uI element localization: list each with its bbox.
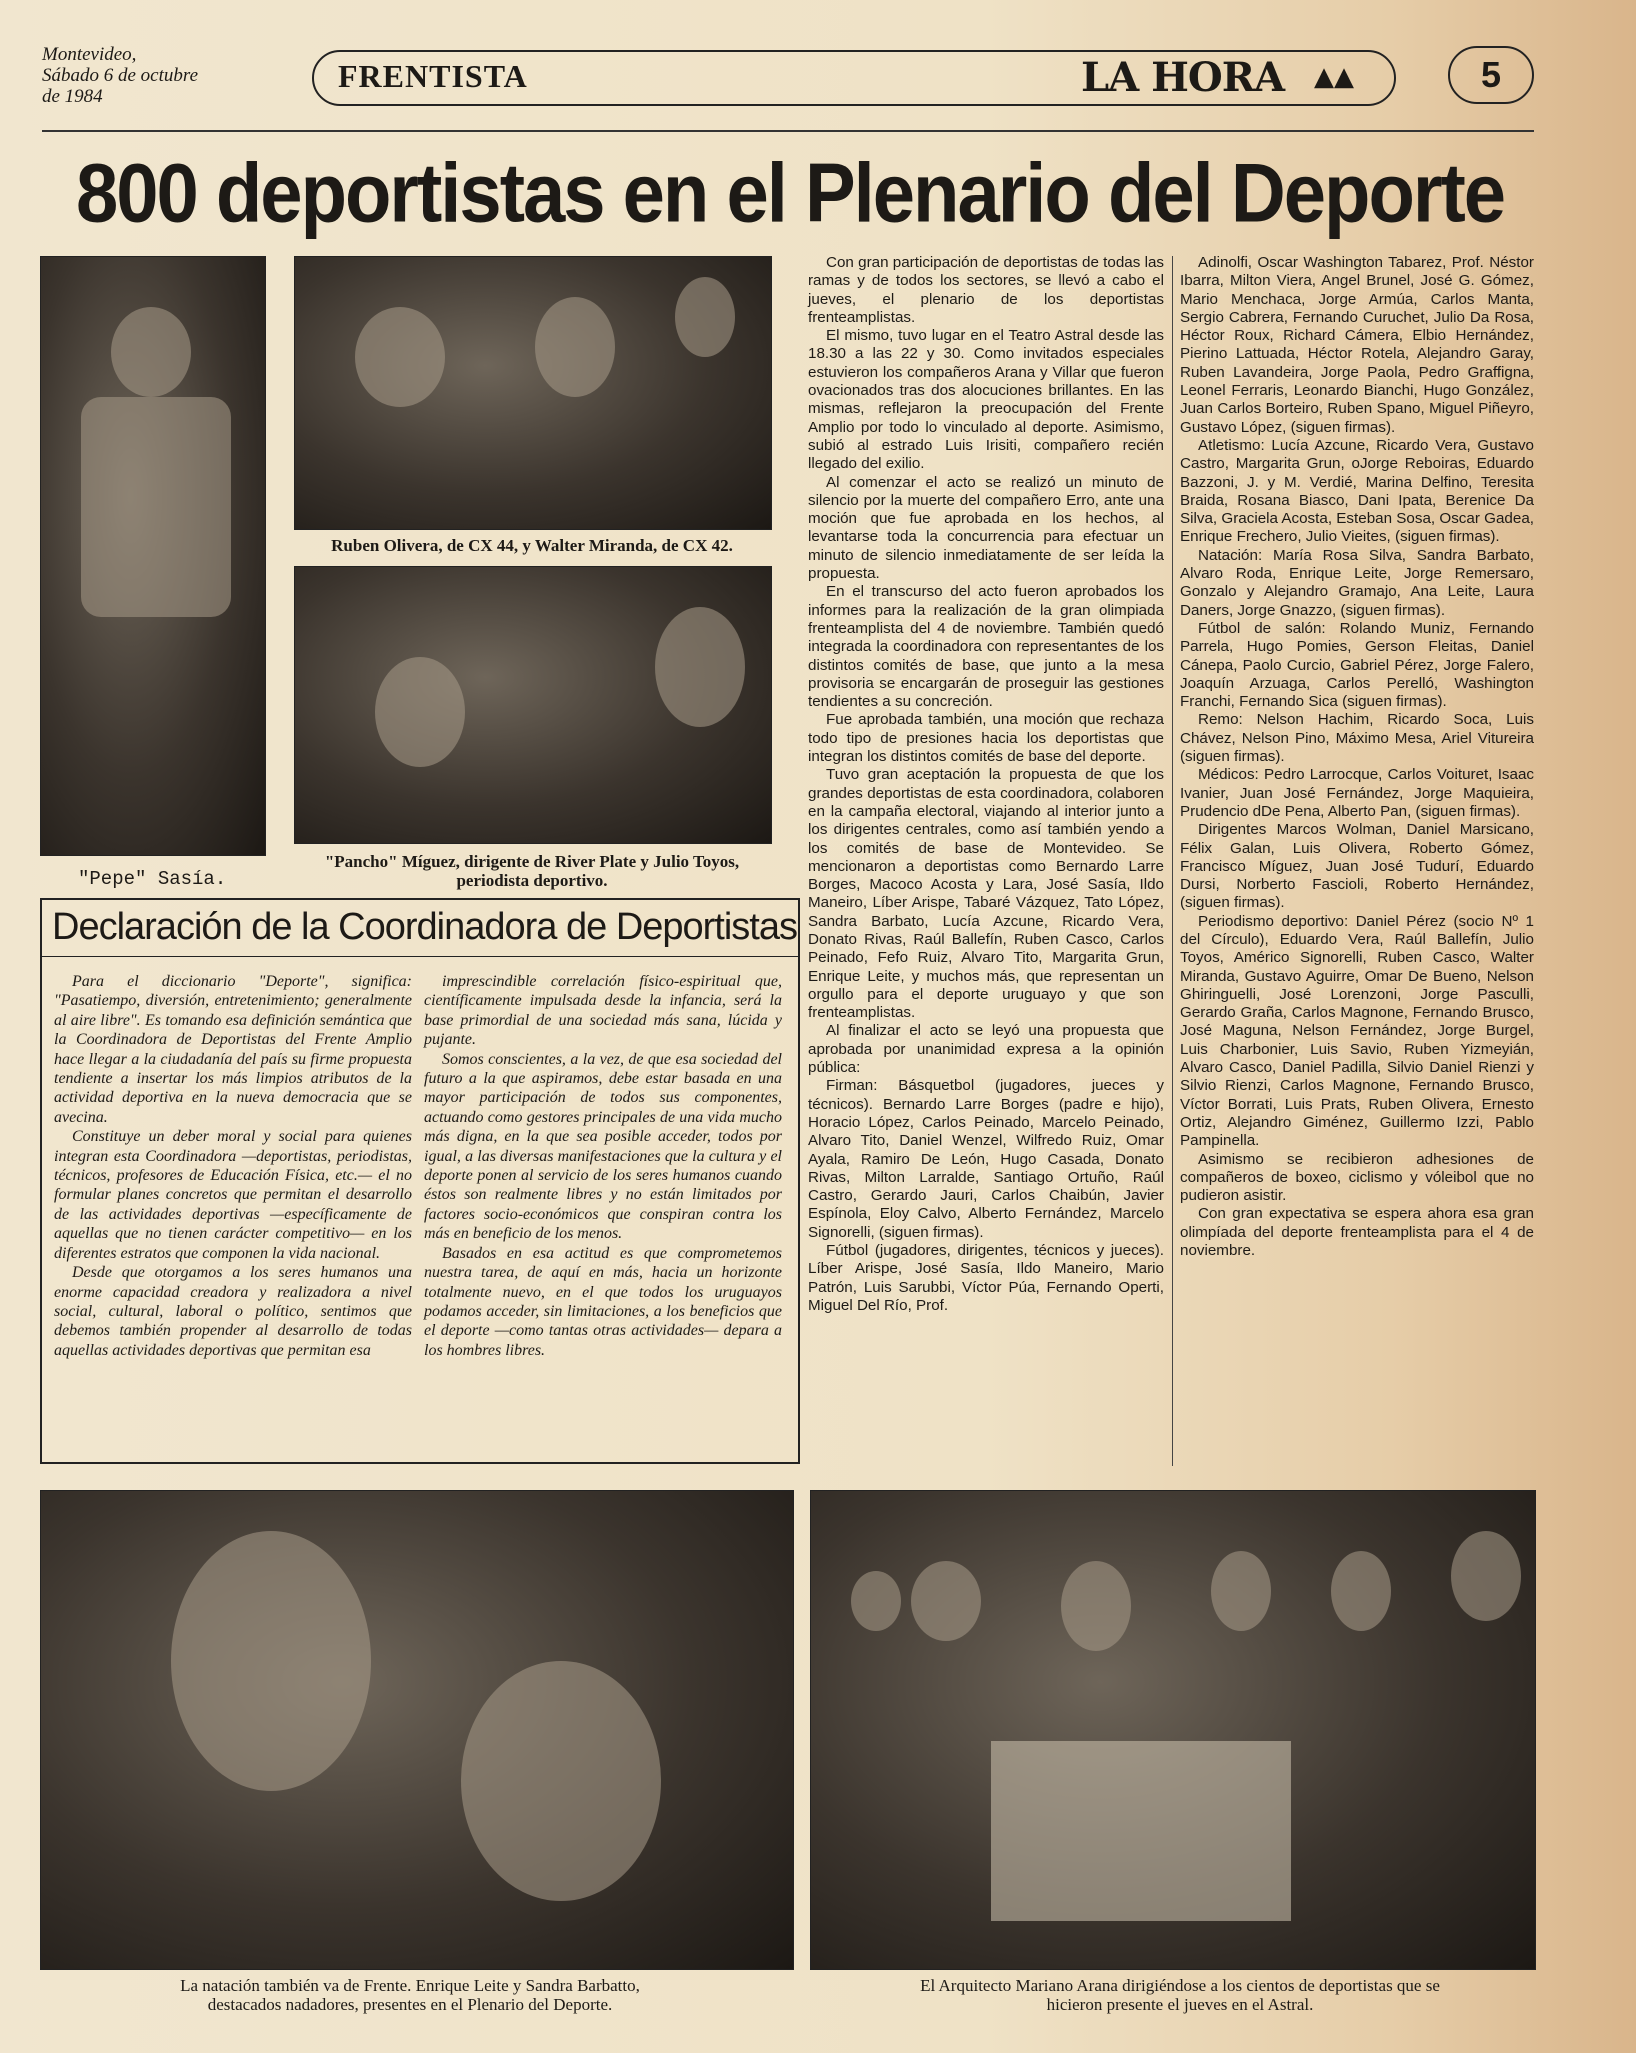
article-col-2 bbox=[1180, 254, 1534, 1260]
article-paragraph: Asimismo se recibieron adhesiones de compañeros de boxeo, ciclismo y vóleibol que no pudieron asistir. bbox=[1180, 1150, 1534, 1205]
photo-olivera-miranda bbox=[294, 256, 772, 530]
article-paragraph: Con gran participación de deportistas de todas las ramas y de todos los sectores, se llevó a cabo el jueves, el plenario de los deportistas frenteamplistas. bbox=[808, 254, 1164, 326]
photo-miguez-toyos bbox=[294, 566, 772, 844]
caption-olivera-miranda: Ruben Olivera, de CX 44, y Walter Miranda, de CX 42. bbox=[331, 536, 733, 555]
article-paragraph: Atletismo: Lucía Azcune, Ricardo Vera, Gustavo Castro, Margarita Grun, oJorge Reboiras, Eduardo Bazzoni, J. y M. Verdié, Marina Delfino, Teresita Braida, Rosana Biasco, Dani Ipata, Berenice Da Silva, Graciela Acosta, Esteban Sosa, Oscar Gadea, Enrique Frechero, Julio Vieites, (siguen firmas). bbox=[1180, 436, 1534, 546]
article-paragraph: El mismo, tuvo lugar en el Teatro Astral desde las 18.30 a las 22 y 30. Como invitados especiales estuvieron los compañeros Arana y Villar que fueron ovacionados tras dos alocuciones brillantes. En las mismas, reflejaron la preocupación del Frente Amplio por todo lo vinculado al deporte. Asimismo, subió al estrado Luis Irisiti, compañero recién llegado del exilio. bbox=[808, 327, 1164, 473]
dateline bbox=[42, 44, 272, 107]
caption-natacion: La natación también va de Frente. Enrique Leite y Sandra Barbatto, destacados nadadores, presentes en el Plenario del Deporte. bbox=[180, 1976, 640, 2014]
headline: 800 deportistas en el Plenario del Deporte bbox=[75, 146, 1505, 241]
article-paragraph: Natación: María Rosa Silva, Sandra Barbato, Alvaro Roda, Enrique Leite, Jorge Remersaro, Gonzalo y Alejandro Gramajo, Ana Leite, Laura Daners, Jorge Gnazzo, (siguen firmas). bbox=[1180, 546, 1534, 619]
section-name: FRENTISTA bbox=[338, 58, 528, 94]
declaration-paragraph: imprescindible correlación físico-espiritual que, científicamente impulsada desde la infancia, será la base primordial de una sociedad más sana, lúcida y pujante. bbox=[424, 973, 782, 1049]
article-paragraph: Médicos: Pedro Larrocque, Carlos Voituret, Isaac Ivanier, Juan José Fernández, Jorge Maquieira, Prudencio dDe Pena, Alberto Pan, (siguen firmas). bbox=[1180, 766, 1534, 820]
photo-sasia bbox=[40, 256, 266, 856]
article-paragraph: Adinolfi, Oscar Washington Tabarez, Prof. Néstor Ibarra, Milton Viera, Angel Brunel, José G. Gómez, Mario Menchaca, Jorge Armúa, Carlos Manta, Sergio Cabrera, Fernando Curuchet, Julio Da Rosa, Héctor Roux, Richard Cámera, Elbio Hernández, Pierino Lattuada, Héctor Rotela, Alejandro Garay, Ruben Lavandeira, Jorge Paola, Pedro Graffigna, Leonel Ferraris, Leonardo Bianchi, Hugo González, Juan Carlos Borteiro, Ruben Spano, Miguel Piñeyro, Gustavo López, (siguen firmas). bbox=[1180, 254, 1534, 436]
article-col-1 bbox=[808, 254, 1164, 1315]
page-number: 5 bbox=[1448, 46, 1534, 104]
photo-natacion bbox=[40, 1490, 794, 1970]
article-paragraph: Fútbol de salón: Rolando Muniz, Fernando Parrela, Hugo Pomies, Gerson Fleitas, Daniel Cánepa, Paolo Curcio, Gabriel Pérez, Jorge Falero, Joaquín Arzuaga, Carlos Perelló, Washington Franchi, Fernando Sica (siguen firmas). bbox=[1180, 619, 1534, 711]
photo-arana bbox=[810, 1490, 1536, 1970]
article-paragraph: Fue aprobada también, una moción que rechaza todo tipo de presiones hacia los deportistas que integran los distintos comités de base del deporte. bbox=[808, 711, 1164, 766]
article-paragraph: Firman: Básquetbol (jugadores, jueces y técnicos). Bernardo Larre Borges (padre e hijo), Horacio López, Carlos Peinado, Marcelo Peinado, Alvaro Tito, Daniel Wenzel, Wilfredo Ruiz, Omar Ayala, Ramiro De León, Hugo Casada, Donato Rivas, Milton Larralde, Santiago Ortuño, Raúl Castro, Gerardo Jauri, Carlos Chaibún, Javier Espínola, Eloy Calvo, Alberto Fernández, Marcelo Signorelli, (siguen firmas). bbox=[808, 1077, 1164, 1241]
article-paragraph: Fútbol (jugadores, dirigentes, técnicos y jueces). Líber Arispe, José Sasía, Ildo Maneiro, Mario Patrón, Luis Sarubbi, Víctor Púa, Fernando Operti, Miguel Del Río, Prof. bbox=[808, 1242, 1164, 1314]
masthead-arrows-icon: ▲▲ bbox=[1314, 62, 1354, 92]
declaration-paragraph: Desde que otorgamos a los seres humanos una enorme capacidad creadora y realizadora a nivel social, cultural, laboral o político, sentimos que debemos también propender al desarrollo de todas aquellas actividades deportivas que permitan esa bbox=[54, 1264, 412, 1359]
dateline-year: de 1984 bbox=[42, 86, 103, 107]
article-paragraph: Remo: Nelson Hachim, Ricardo Soca, Luis Chávez, Nelson Pino, Máximo Mesa, Ariel Vitureira (siguen firmas). bbox=[1180, 711, 1534, 766]
article-paragraph: En el transcurso del acto fueron aprobados los informes para la realización de la gran olimpiada frenteamplista del 4 de noviembre. También quedó integrada la coordinadora con representantes de los distintos comités de base, que junto a la mesa provisoria se encargarán de proseguir las gestiones tendientes a su concreción. bbox=[808, 583, 1164, 711]
caption-miguez-toyos: "Pancho" Míguez, dirigente de River Plate y Julio Toyos, periodista deportivo. bbox=[324, 852, 740, 890]
declaration-paragraph: Somos conscientes, a la vez, de que esa sociedad del futuro a la que aspiramos, debe estar basada en una mayor participación de todos sus componentes, actuando como gestores principales de una vida mucho más digna, en la que sea posible acceder, todos por igual, a las diversas manifestaciones que la cultura y el deporte ponen al servicio de los seres humanos cuando éstos son realmente libres y no están limitados por factores socio-económicos que conspiran contra los más en beneficio de los menos. bbox=[424, 1050, 782, 1243]
article-paragraph: Al comenzar el acto se realizó un minuto de silencio por la muerte del compañero Erro, ante una moción que fue aprobada en los hechos, al levantarse toda la concurrencia para efectuar un minuto de silencio inmediatamente de ser leída la propuesta. bbox=[808, 473, 1164, 583]
article-paragraph: Con gran expectativa se espera ahora esa gran olimpíada del deporte frenteamplista para el 4 de noviembre. bbox=[1180, 1205, 1534, 1260]
article-paragraph: Periodismo deportivo: Daniel Pérez (socio Nº 1 del Círculo), Eduardo Vera, Raúl Ballefín, Julio Toyos, Américo Signorelli, Ruben Casco, Walter Miranda, Gustavo Aguirre, Omar De Bueno, Nelson Ghiringuelli, José Lorenzoni, Jorge Pasculli, Gerardo Graña, Carlos Magnone, Fernando Brusco, José Maguna, Nelson Fernández, Jorge Burgel, Luis Charbonier, Luis Savio, Ruben Yizmeyián, Alvaro Casco, Daniel Padilla, Silvio Daniel Rienzi y Silvio Rienzi, Carlos Magnone, Fernando Brusco, Víctor Borrati, Luis Prats, Ruben Olivera, Ernesto Ortiz, Alejandro Giménez, Guillermo Izzi, Pablo Pampinella. bbox=[1180, 912, 1534, 1150]
article-paragraph: Tuvo gran aceptación la propuesta de que los grandes deportistas de esta coordinadora, colaboren en la campaña electoral, viajando al interior junto a los dirigentes centrales, como así también yendo a los comités de base de Montevideo. Se mencionaron a deportistas como Bernardo Larre Borges, Macoco Acosta y Lara, José Sasía, Ildo Maneiro, Líber Arispe, Tabaré Vázquez, Tato López, Sandra Barbato, Lucía Azcune, Ricardo Vera, Donato Rivas, Raúl Ballefín, Ruben Casco, Carlos Peinado, Fefo Ruiz, Alvaro Tito, Margarita Grun, Enrique Leite, y muchos más, que representan un orgullo para el deporte uruguayo y que son frenteamplistas. bbox=[808, 766, 1164, 1022]
dateline-city: Montevideo, bbox=[42, 44, 137, 65]
article-paragraph: Dirigentes Marcos Wolman, Daniel Marsicano, Félix Galan, Luis Olivera, Roberto Gómez, Francisco Míguez, Juan José Tudurí, Eduardo Dursi, Norberto Fascioli, Roberto Hernández, (siguen firmas). bbox=[1180, 821, 1534, 912]
declaration-col-1 bbox=[54, 972, 412, 1360]
caption-sasia: "Pepe" Sasía. bbox=[78, 868, 227, 890]
caption-arana: El Arquitecto Mariano Arana dirigiéndose a los cientos de deportistas que se hicieron presente el jueves en el Astral. bbox=[920, 1976, 1440, 2014]
declaration-paragraph: Para el diccionario "Deporte", significa: "Pasatiempo, diversión, entretenimiento; generalmente al aire libre". Es tomando esa definición semántica que la Coordinadora de Deportistas del Frente Amplio hace llegar a la ciudadanía del país su firme propuesta tendiente a insertar los más limpios atributos de la actividad deportiva en la nueva democracia que se avecina. bbox=[54, 973, 412, 1126]
section-banner bbox=[312, 50, 1396, 106]
column-divider bbox=[1172, 256, 1173, 1466]
declaration-col-2 bbox=[424, 972, 782, 1360]
header-rule bbox=[42, 130, 1534, 132]
declaration-paragraph: Basados en esa actitud es que comprometemos nuestra tarea, de aquí en más, hacia un horizonte totalmente nuevo, en el que todos los uruguayos podamos acceder, sin limitaciones, a los beneficios que el deporte —como tantas otras actividades— depara a los hombres libres. bbox=[424, 1244, 782, 1359]
declaration-header bbox=[40, 898, 800, 957]
declaration-title: Declaración de la Coordinadora de Deportistas bbox=[52, 906, 798, 948]
article-paragraph: Al finalizar el acto se leyó una propuesta que aprobada por unanimidad expresa a la opinión pública: bbox=[808, 1022, 1164, 1077]
declaration-paragraph: Constituye un deber moral y social para quienes integran esta Coordinadora —deportistas, periodistas, técnicos, profesores de Educación Física, etc.— el no formular planes concretos que permitan el desarrollo de las actividades deportivas —específicamente de aquellas que no tienen carácter competitivo— en los diferentes estratos que componen la vida nacional. bbox=[54, 1128, 412, 1262]
masthead-logo: LA HORA bbox=[1081, 54, 1284, 101]
dateline-date: Sábado 6 de octubre bbox=[42, 65, 199, 86]
